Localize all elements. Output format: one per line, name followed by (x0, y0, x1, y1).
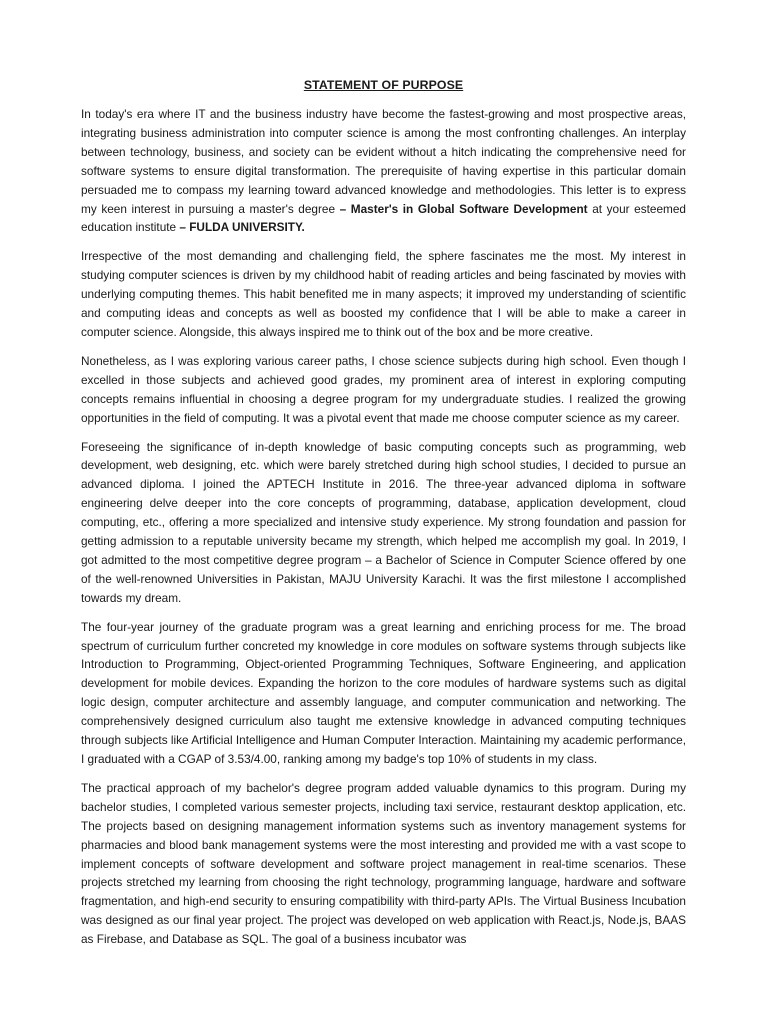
page-title: STATEMENT OF PURPOSE (303, 78, 464, 92)
paragraph-graduate-program: The four-year journey of the graduate program was a great learning and enriching process for me. The broad spectrum of curriculum further concreted my knowledge in core modules on software systems through subjects like Introduction to Programming, Object-oriented Programming Techniques, Software Engineering, and application development for mobile devices. Expanding the horizon to the core modules of hardware systems such as digital logic design, computer architecture and assembly language, and computer communication and networking. The comprehensively designed curriculum also taught me extensive knowledge in advanced computing techniques through subjects like Artificial Intelligence and Human Computer Interaction. Maintaining my academic performance, I graduated with a CGAP of 3.53/4.00, ranking among my badge's top 10% of students in my class. (81, 619, 686, 766)
paragraph-intro (81, 105, 686, 237)
paragraph-interest: Irrespective of the most demanding and challenging field, the sphere fascinates me the most. My interest in studying computer sciences is driven by my childhood habit of reading articles and being fascinated by movies with underlying computing themes. This habit benefited me in many aspects; it improved my understanding of scientific and computing ideas and concepts as well as boosted my confidence that I will be able to make a career in computer science. Alongside, this always inspired me to think out of the box and be more creative. (81, 249, 686, 339)
paragraph-diploma: Foreseeing the significance of in-depth knowledge of basic computing concepts such as programming, web development, web designing, etc. which were barely stretched during high school studies, I decided to pursue an advanced diploma. I joined the APTECH Institute in 2016. The three-year advanced diploma in software engineering delve deeper into the core concepts of programming, database, application development, cloud computing, etc., offering a more specialized and intensive study experience. My strong foundation and passion for getting admission to a reputable university became my strength, which helped me accomplish my goal. In 2019, I got admitted to the most competitive degree program – a Bachelor of Science in Computer Science offered by one of the well-renowned Universities in Pakistan, MAJU University Karachi. It was the first milestone I accomplished towards my dream. (81, 439, 686, 605)
program-name: – Master's in Global Software Development (335, 201, 588, 216)
paragraph-high-school: Nonetheless, as I was exploring various career paths, I chose science subjects during high school. Even though I excelled in those subjects and achieved good grades, my prominent area of interest in exploring computing concepts remains influential in choosing a degree program for my undergraduate studies. I realized the growing opportunities in the field of computing. It was a pivotal event that made me choose computer science as my career. (81, 353, 686, 425)
paragraph-intro-mid: at your esteemed education institute (81, 201, 686, 235)
paragraph-projects: The practical approach of my bachelor's degree program added valuable dynamics to this program. During my bachelor studies, I completed various semester projects, including taxi service, restaurant desktop application, etc. The projects based on designing management information systems such as inventory management systems for pharmacies and blood bank management systems were the most interesting and provided me with a vast scope to implement concepts of software development and software project management in real-time scenarios. These projects stretched my learning from choosing the right technology, programming language, hardware and software fragmentation, and high-end security to ensuring compatibility with third-party APIs. The Virtual Business Incubation was designed as our final year project. The project was developed on web application with React.js, Node.js, BAAS as Firebase, and Database as SQL. The goal of a business incubator was (81, 780, 686, 947)
university-name: – FULDA UNIVERSITY. (179, 220, 305, 235)
paragraph-intro-text: In today's era where IT and the business industry have become the fastest-growing and most prospective areas, integrating business administration into computer science is among the most confronting challenges. An interplay between technology, business, and society can be evident without a hitch indicating the comprehensive need for software systems to ensure digital transformation. The prerequisite of having expertise in this particular domain persuaded me to compass my learning toward advanced knowledge and methodologies. This letter is to express my keen interest in pursuing a master's degree (81, 107, 686, 216)
